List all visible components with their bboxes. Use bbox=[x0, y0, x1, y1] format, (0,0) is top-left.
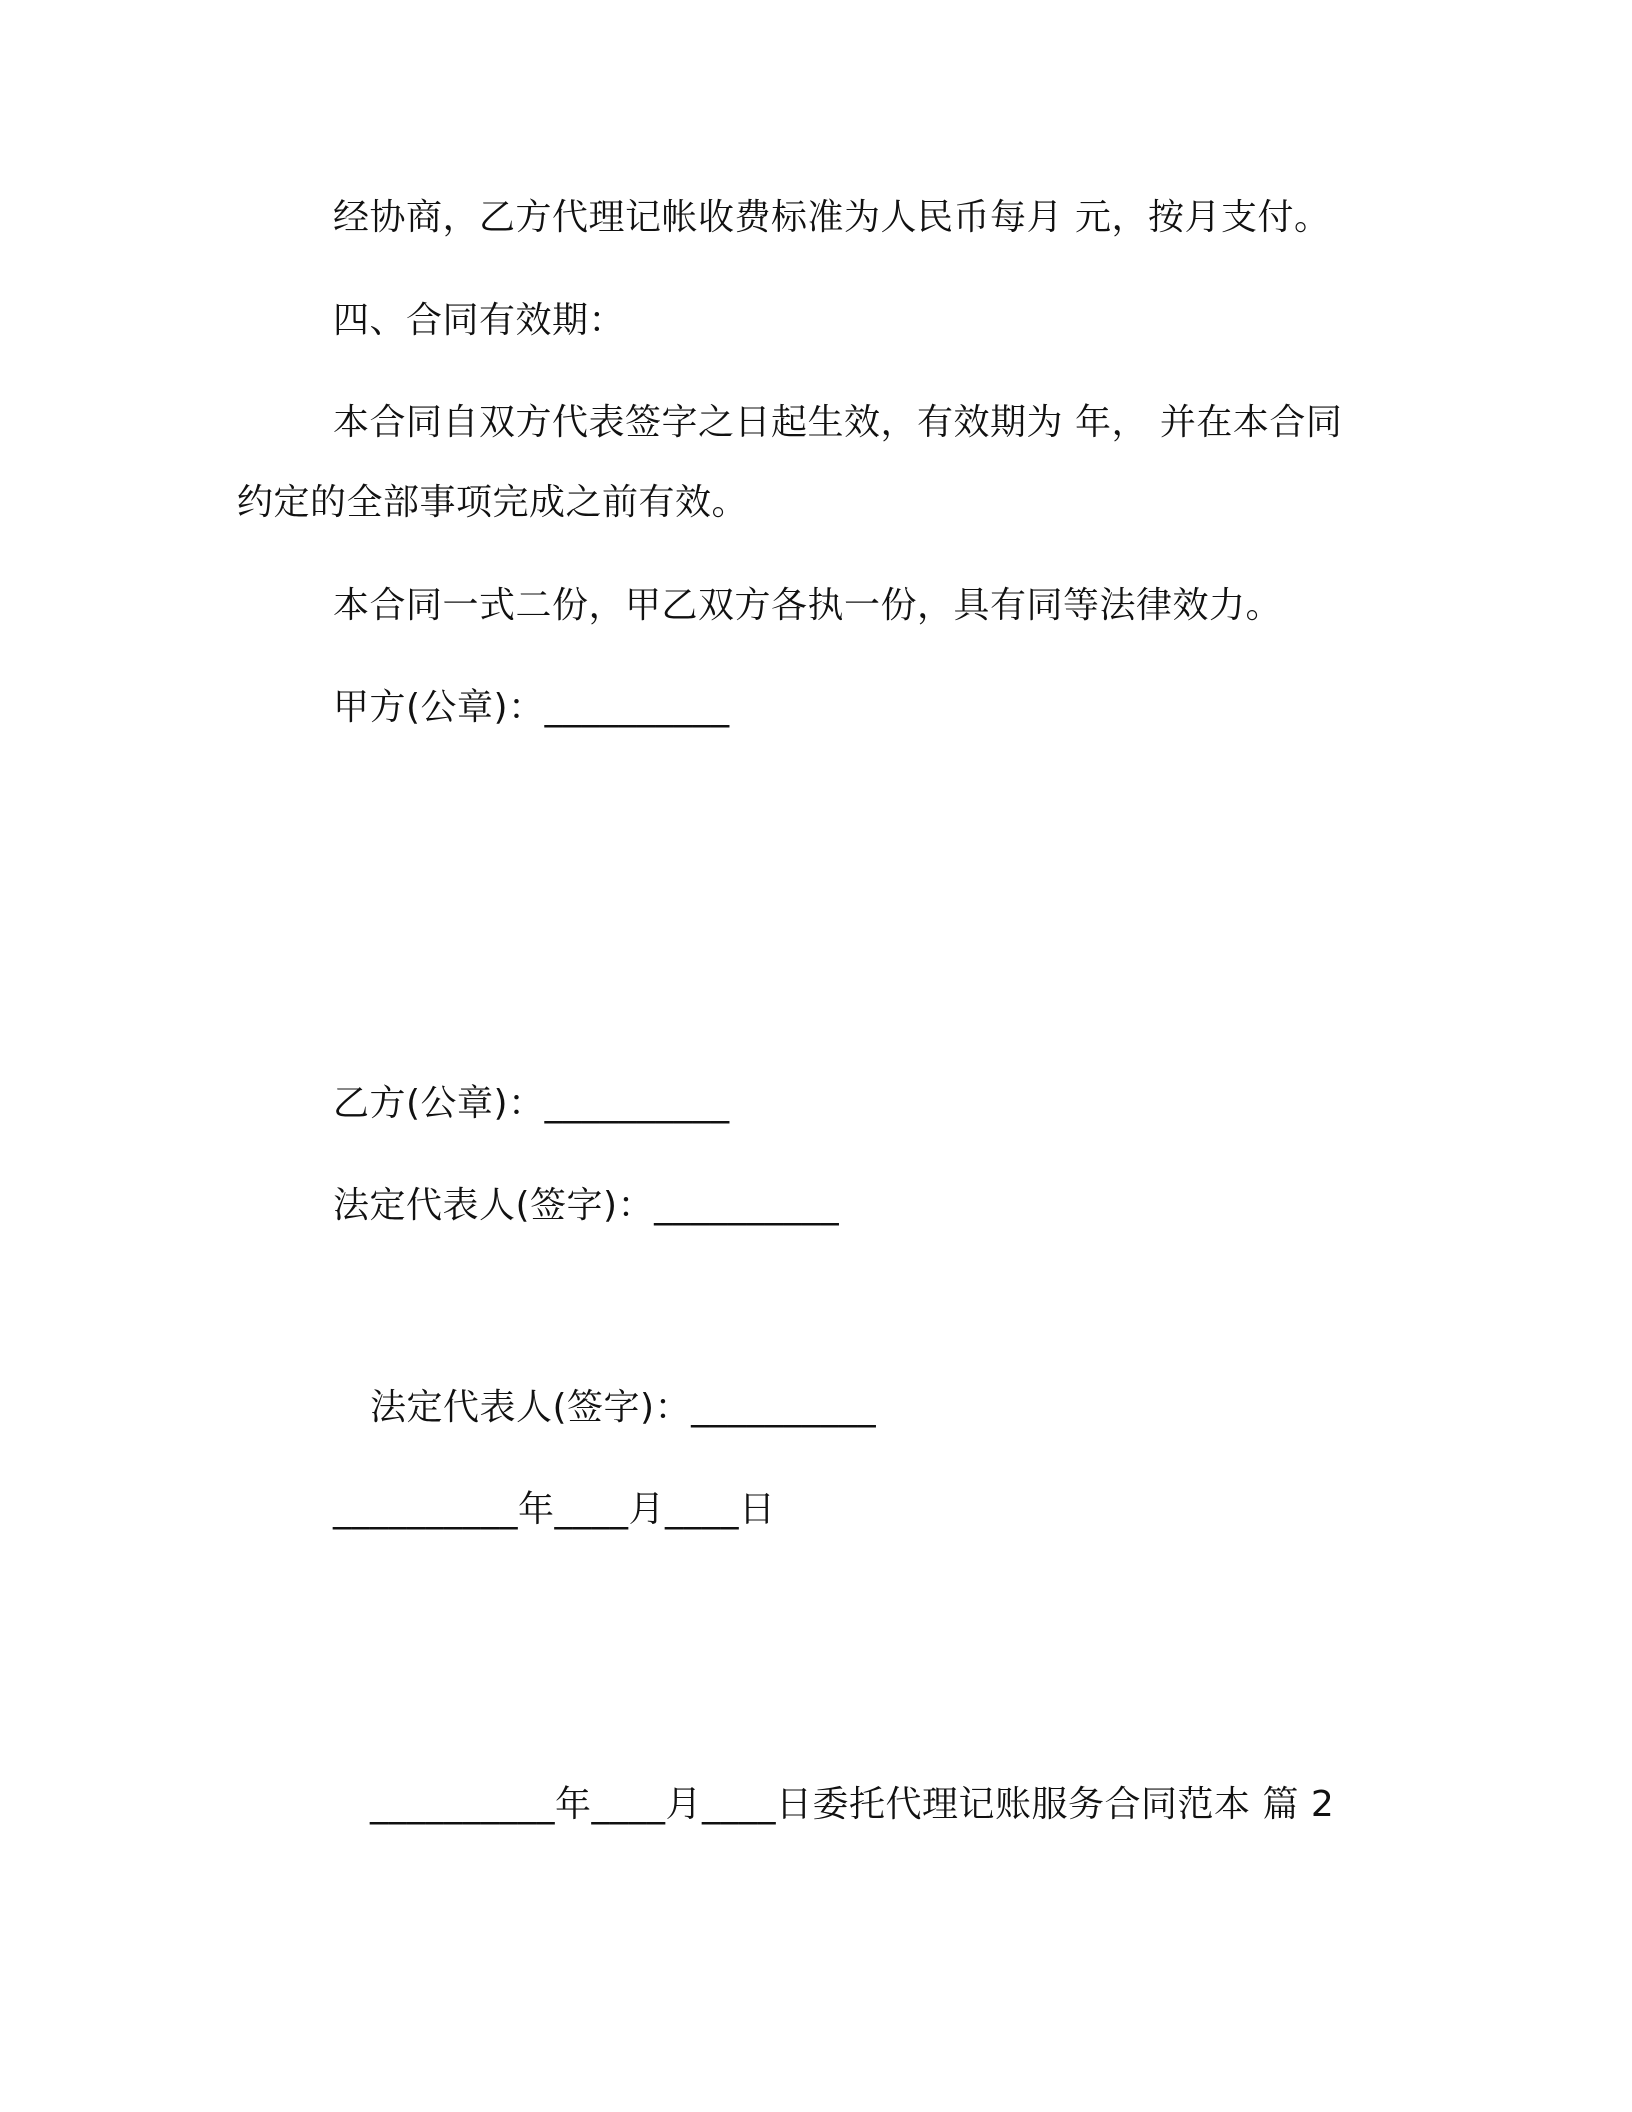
fee-standard-paragraph: 经协商，乙方代理记帐收费标准为人民币每月 元，按月支付。 bbox=[333, 197, 1331, 238]
party-a-seal-line: 甲方(公章)：__________ bbox=[333, 687, 730, 728]
legal-representative-line-1: 法定代表人(签字)：__________ bbox=[333, 1185, 840, 1226]
section-four-heading: 四、合同有效期： bbox=[333, 300, 626, 341]
next-section-title: __________年____月____日委托代理记账服务合同范本 篇 2 bbox=[370, 1784, 1335, 1825]
party-b-seal-line: 乙方(公章)：__________ bbox=[333, 1083, 730, 1124]
copies-paragraph: 本合同一式二份，甲乙双方各执一份，具有同等法律效力。 bbox=[333, 585, 1283, 626]
date-line: __________年____月____日 bbox=[333, 1489, 776, 1530]
legal-representative-line-2: 法定代表人(签字)：__________ bbox=[370, 1387, 877, 1428]
validity-paragraph-line-1: 本合同自双方代表签字之日起生效，有效期为 年， 并在本合同 bbox=[333, 402, 1343, 443]
validity-paragraph-line-2: 约定的全部事项完成之前有效。 bbox=[237, 482, 749, 523]
